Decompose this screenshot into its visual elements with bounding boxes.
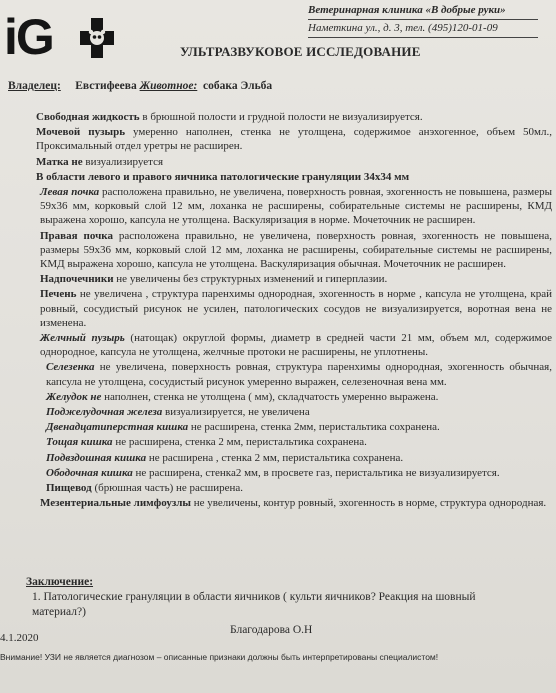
conclusion	[26, 575, 526, 620]
clinic-address: Наметкина ул., д. 3, тел. (495)120-01-09	[308, 20, 538, 38]
finding-lymph-nodes: Мезентериальные лимфоузлы не увеличены, контур ровный, эхогенность в норме, структура однородная.	[40, 497, 547, 510]
doctor-name: Благодарова О.Н	[230, 624, 313, 636]
conclusion-item: 1. Патологические грануляции в области яичников ( культи яичников? Реакция на шовный материал?)	[32, 591, 476, 618]
finding-colon: Ободочная кишка не расширена, стенка2 мм, в просвете газ, перистальтика не визуализируется.	[46, 466, 500, 479]
conclusion-title: Заключение:	[26, 576, 94, 588]
finding-esophagus: Пищевод (брюшная часть) не расширена.	[46, 482, 244, 495]
finding-bladder: Мочевой пузырь умеренно наполнен, стенка не утолщена, содержимое анэхогенное, объем 50мл., Проксимальный отдел уретры не расширен.	[36, 126, 552, 153]
panda-cross-logo-icon	[80, 18, 114, 58]
finding-stomach: Желудок не наполнен, стенка не утолщена ( мм), складчатость умеренно выражена.	[46, 390, 439, 403]
finding-gallbladder: Желчный пузырь (натощак) округлой формы, диаметр в средней части 21 мм, объем мл, содержимое однородное, капсула не утолщена, желчные протоки не расширены, не уплотнены.	[40, 332, 552, 359]
report-date: 4.1.2020	[0, 632, 39, 644]
finding-granulation: В области левого и правого яичника патологические грануляции 34х34 мм	[36, 170, 410, 183]
owner-line	[8, 80, 272, 92]
finding-liver: Печень не увеличена , структура паренхимы однородная, эхогенность в норме , капсула не утолщена, край ровный, сосудистый рисунок не усилен, патологических сосудов не визуализируется, воротная вена не изменена.	[40, 288, 552, 329]
animal-name: собака Эльба	[203, 80, 273, 92]
finding-left-kidney: Левая почка расположена правильно, не увеличена, поверхность ровная, эхогенность не повышена, размеры 59х36 мм, корковый слой 12 мм, лоханка не расширены, собирательные системы не расширены, КМД выражена хорошо, капсула не утолщена. Васкуляризация в норме. Мочеточник не расширен.	[40, 186, 552, 227]
finding-ileum: Подвздошная кишка не расширена , стенка 2 мм, перистальтика сохранена.	[46, 451, 404, 464]
page-title: УЛЬТРАЗВУКОВОЕ ИССЛЕДОВАНИЕ	[180, 44, 421, 59]
finding-duodenum: Двенадцатиперстная кишка не расширена, стенка 2мм, перистальтика сохранена.	[46, 421, 440, 434]
finding-adrenals: Надпочечники не увеличены без структурных изменений и гиперплазии.	[40, 273, 388, 286]
logo-text: iG	[4, 9, 53, 65]
disclaimer: Внимание! УЗИ не является диагнозом – описанные признаки должны быть интерпретированы специалистом!	[0, 652, 439, 662]
finding-spleen: Селезенка не увеличена, поверхность ровная, структура паренхимы однородная, эхогенность обычная, капсула не утолщена, сосудистый рисунок умеренно выражен, селезеночная вена мм.	[46, 361, 552, 388]
clinic-logo	[4, 9, 114, 65]
finding-jejunum: Тощая кишка не расширена, стенка 2 мм, перистальтика сохранена.	[46, 436, 367, 449]
owner-label: Владелец:	[8, 80, 61, 92]
finding-right-kidney: Правая почка расположена правильно, не увеличена, поверхность ровная, эхогенность не повышена, размеры 59х36 мм, корковый слой 12 мм, лоханка не расширены, собирательные системы не расширены, КМД выражена хорошо, капсула не утолщена. Васкуляризация обычная. Мочеточник не расширен.	[40, 229, 552, 271]
findings-body	[4, 110, 552, 511]
clinic-header	[308, 2, 538, 38]
clinic-name: Ветеринарная клиника «В добрые руки»	[308, 2, 538, 20]
finding-pancreas: Поджелудочная железа визуализируется, не увеличена	[46, 406, 310, 419]
finding-uterus: Матка не визуализируется	[36, 155, 164, 168]
animal-label: Животное:	[139, 80, 198, 92]
finding-free-fluid: Свободная жидкость в брюшной полости и грудной полости не визуализируется.	[36, 111, 423, 123]
owner-name: Евстифеева	[75, 80, 137, 92]
